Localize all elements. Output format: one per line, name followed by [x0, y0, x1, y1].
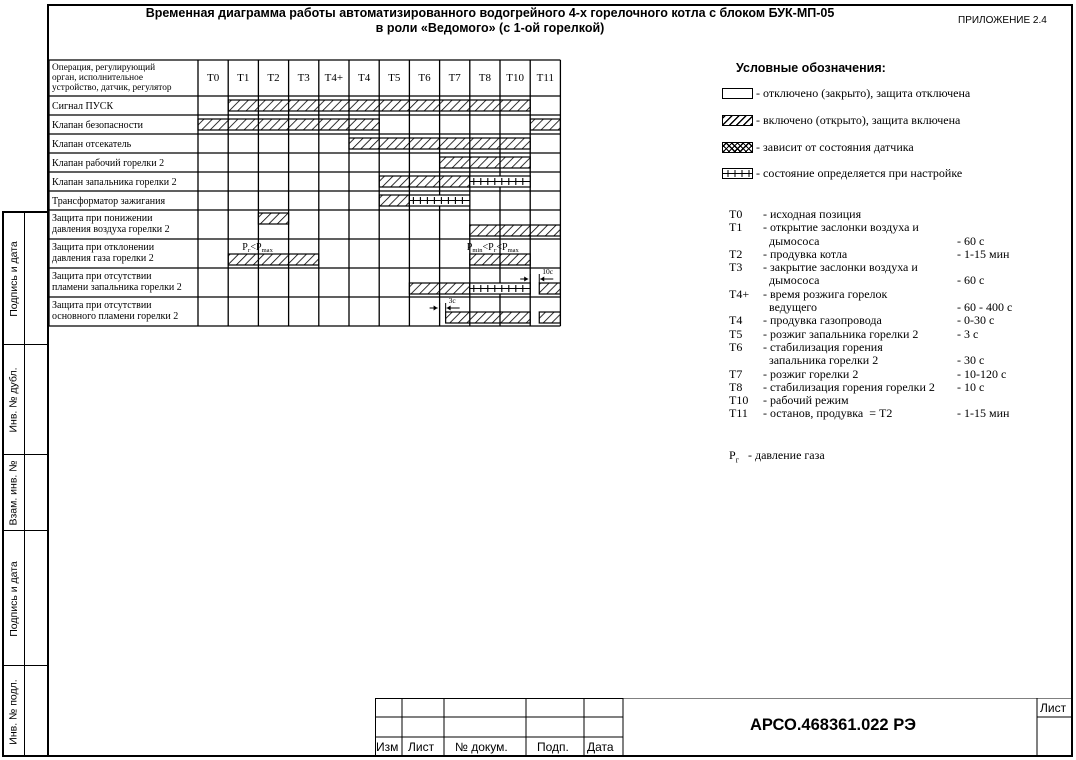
timing-row: T1 - открытие заслонки воздуха и [729, 220, 919, 235]
legend-swatch-cross [722, 142, 753, 153]
sidebar-label-signature-date: Подпись и дата [8, 241, 20, 317]
column-header-T3: T3 [297, 72, 310, 84]
segment-active [409, 283, 469, 294]
legend-item-hatch [722, 113, 960, 128]
row-label: Сигнал ПУСК [52, 101, 114, 112]
header-operation-label: орган, исполнительное [52, 73, 143, 83]
stamp-label-sheet: Лист [1040, 701, 1067, 715]
segment-active [349, 138, 530, 149]
document-code: АРСО.468361.022 РЭ [750, 716, 916, 734]
annotation-10c: 10с [542, 267, 554, 276]
timing-row: T4 - продувка газопровода - 0-30 с [729, 313, 995, 328]
timing-row: T6 - стабилизация горения [729, 339, 883, 354]
pressure-annotation: $Р_{min}<Р_г<Р_{max}$ [466, 242, 519, 254]
legend-item-empty [722, 86, 970, 101]
column-header-T11: T11 [536, 72, 554, 84]
column-header-T1: T1 [237, 72, 250, 84]
legend-item-plus [722, 166, 962, 181]
column-header-T10: T10 [506, 72, 524, 84]
appendix-label: ПРИЛОЖЕНИЕ 2.4 [958, 15, 1047, 26]
segment-active [379, 176, 470, 187]
segment-active [470, 254, 530, 265]
title-line-1: Временная диаграмма работы автоматизированного водогрейного 4-х горелочного котла с блоком БУК-МП-05 [145, 6, 835, 20]
sidebar-label-replace-inv: Взам. инв. № [8, 460, 20, 526]
timing-row: T11 - останов, продувка = T2 - 1-15 мин [729, 406, 1010, 421]
legend-swatch-plus [722, 168, 753, 179]
legend-swatch-empty [722, 88, 753, 99]
row-label: пламени запальника горелки 2 [52, 282, 182, 293]
column-header-T0: T0 [206, 72, 220, 84]
segment-active [198, 119, 379, 130]
column-header-T4: T4 [357, 72, 371, 84]
timing-row: запальника горелки 2 - 30 с [763, 353, 985, 368]
pressure-annotation: $Р_г<Р_{max}$ [242, 242, 273, 254]
timing-row: T5 - розжиг запальника горелки 2 - 3 с [729, 326, 979, 341]
legend-text: - зависит от состояния датчика [756, 140, 914, 154]
annotation-3c: 3с [448, 296, 456, 305]
timing-row: ведущего - 60 - 400 с [763, 300, 1013, 315]
segment-active [258, 213, 288, 224]
timing-row: дымососа - 60 с [763, 233, 985, 248]
sidebar-label-inv-orig: Инв. № подл. [8, 678, 20, 745]
sidebar-label-signature-date-2: Подпись и дата [8, 560, 20, 637]
stamp-label-doc: № докум. [455, 740, 508, 754]
column-header-T7: T7 [448, 72, 461, 84]
timing-row: T2 - продувка котла - 1-15 мин [729, 246, 1010, 261]
header-operation-label: устройство, датчик, регулятор [52, 83, 172, 93]
header-operation-label: Операция, регулирующий [52, 63, 156, 73]
column-header-T4+: T4+ [324, 72, 344, 84]
stamp-label-list: Лист [408, 740, 435, 754]
timing-row: T8 - стабилизация горения горелки 2 - 10 с [729, 379, 985, 394]
title-block [375, 698, 1073, 757]
stamp-label-izm: Изм [376, 740, 399, 754]
timing-row: T10 - рабочий режим [729, 393, 849, 408]
segment-active [446, 312, 531, 323]
gas-pressure-note: $Р_г$ - давление газа [729, 448, 825, 465]
segment-active [539, 312, 560, 323]
stamp-label-sign: Подп. [537, 740, 569, 754]
row-label: Защита при отсутствии [52, 271, 152, 282]
timing-row: T4+ - время розжига горелок [729, 286, 888, 301]
row-label: давления воздуха горелки 2 [52, 224, 170, 235]
legend-title: Условные обозначения: [736, 61, 886, 75]
segment-active [440, 157, 531, 168]
column-header-T6: T6 [418, 72, 431, 84]
sidebar-label-inv-dup: Инв. № дубл. [8, 367, 20, 433]
title-line-2: в роли «Ведомого» (с 1-ой горелкой) [375, 21, 605, 35]
legend-item-cross [722, 140, 914, 155]
row-label: Клапан рабочий горелки 2 [52, 158, 165, 169]
timing-row: T7 - розжиг горелки 2 - 10-120 с [729, 366, 1007, 381]
row-label: Трансформатор зажигания [52, 196, 166, 207]
column-header-T2: T2 [267, 72, 280, 84]
legend-text: - отключено (закрыто), защита отключена [756, 86, 971, 100]
row-label: Клапан отсекатель [52, 139, 132, 150]
row-label: давления газа горелки 2 [52, 253, 154, 264]
segment-active [379, 195, 409, 206]
column-header-T5: T5 [388, 72, 401, 84]
segment-active [530, 119, 560, 130]
timing-row: дымососа - 60 с [763, 273, 985, 288]
timing-row: T3 - закрытие заслонки воздуха и [729, 260, 918, 275]
column-header-T8: T8 [478, 72, 492, 84]
timing-list [729, 208, 1037, 421]
segment-active [228, 254, 319, 265]
row-label: основного пламени горелки 2 [52, 311, 179, 322]
row-label: Защита при отклонении [52, 242, 155, 253]
row-label: Защита при отсутствии [52, 300, 152, 311]
segment-active [539, 283, 560, 294]
row-label: Защита при понижении [52, 213, 153, 224]
legend-swatch-hatch [722, 115, 753, 126]
stamp-label-date: Дата [587, 740, 614, 754]
legend-text: - включено (открыто), защита включена [756, 113, 961, 127]
row-label: Клапан запальника горелки 2 [52, 177, 177, 188]
segment-active [228, 100, 530, 111]
segment-active [470, 225, 561, 236]
row-label: Клапан безопасности [52, 120, 144, 131]
legend-text: - состояние определяется при настройке [756, 166, 963, 180]
timing-row: T0 - исходная позиция [729, 207, 862, 221]
